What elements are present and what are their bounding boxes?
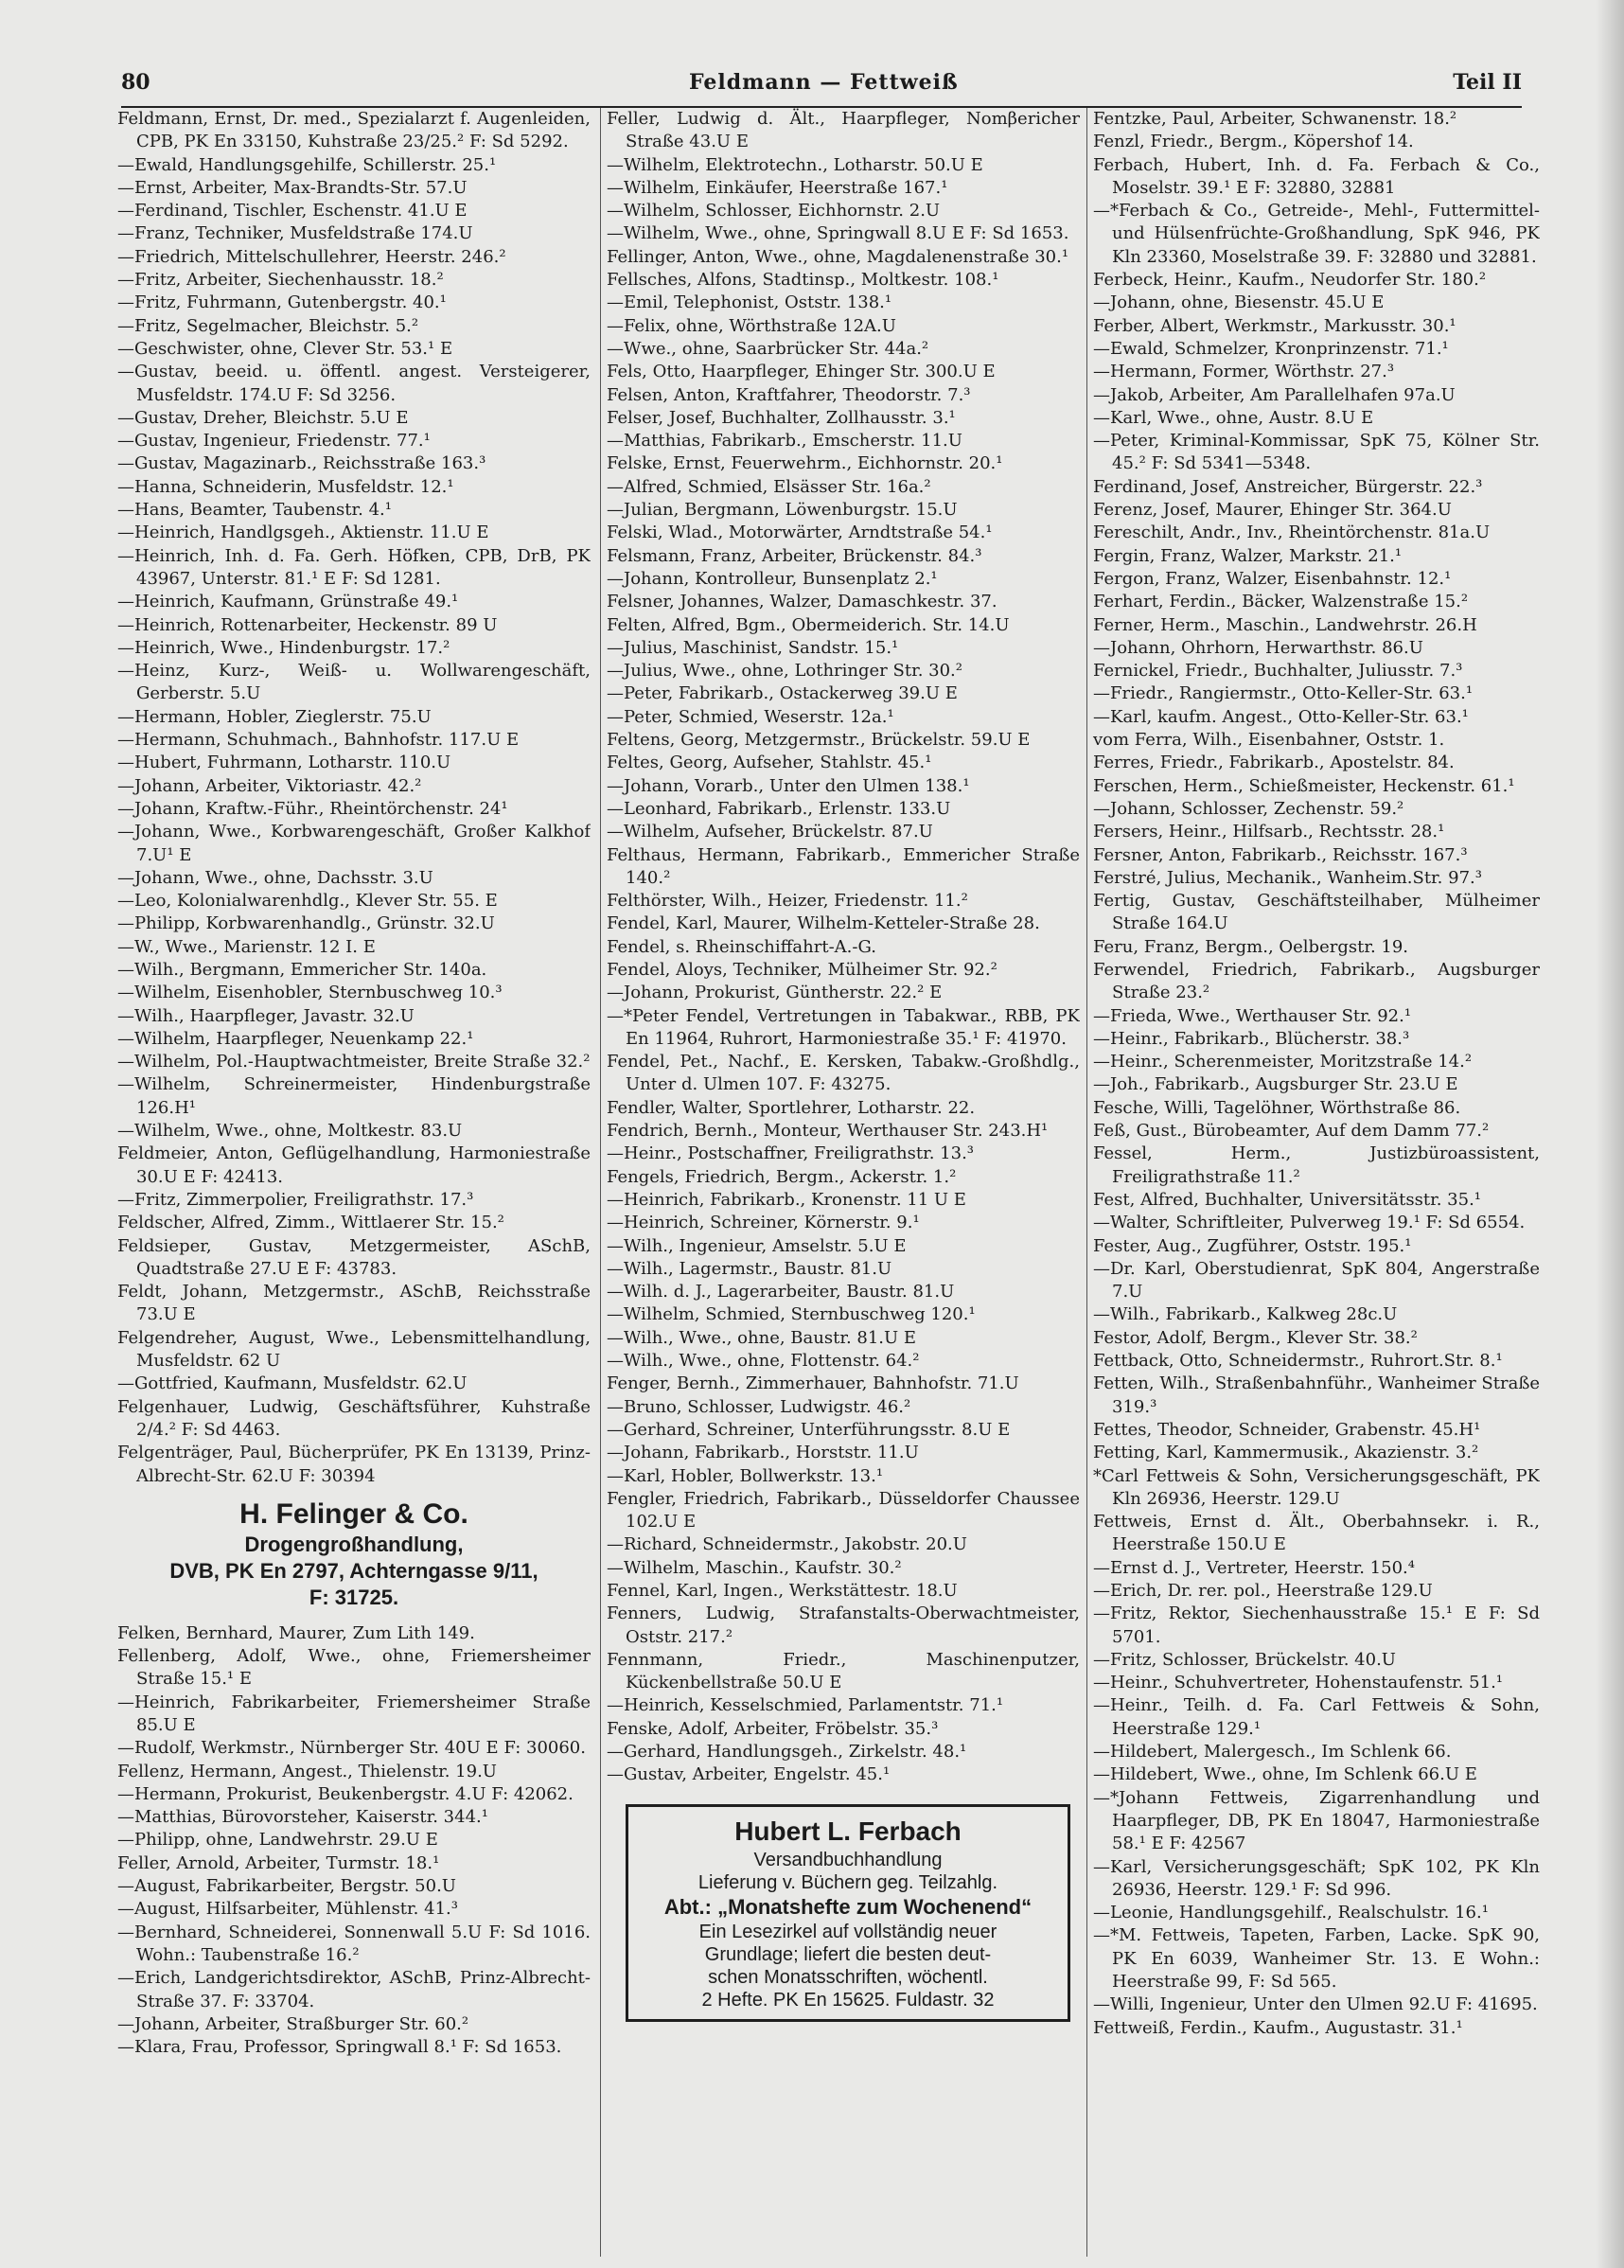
ad-line: Drogengroßhandlung, [244, 1532, 464, 1556]
ad-line: F: 31725. [309, 1585, 399, 1609]
page-number: 80 [121, 70, 150, 95]
directory-entry: —Friedrich, Mittelschullehrer, Heerstr. 246.² [117, 246, 506, 267]
directory-entry: —Heinrich, Wwe., Hindenburgstr. 17.² [117, 637, 450, 658]
directory-entry: —Hubert, Fuhrmann, Lotharstr. 110.U [117, 753, 451, 773]
directory-entry: Felsen, Anton, Kraftfahrer, Theodorstr. 7.³ [607, 384, 971, 405]
directory-entry: Feru, Franz, Bergm., Oelbergstr. 19. [1093, 936, 1409, 957]
directory-entry: Fersers, Heinr., Hilfsarb., Rechtsstr. 28.¹ [1093, 822, 1445, 842]
directory-entry: —Johann, Ohrhorn, Herwarthstr. 86.U [1093, 637, 1423, 658]
directory-entry: —W., Wwe., Marienstr. 12 I. E [117, 936, 376, 957]
directory-entry: —Johann, Vorarb., Unter den Ulmen 138.¹ [607, 775, 970, 796]
directory-entry: —Wilh., Haarpfleger, Javastr. 32.U [117, 1005, 415, 1026]
directory-entry: —Hans, Beamter, Taubenstr. 4.¹ [117, 500, 392, 521]
directory-entry: —Heinrich, Schreiner, Körnerstr. 9.¹ [607, 1213, 920, 1233]
ad-line: Lieferung v. Büchern geg. Teilzahlg. [697, 1871, 998, 1893]
directory-entry: —August, Fabrikarbeiter, Bergstr. 50.U [117, 1876, 456, 1897]
directory-entry: Ferdinand, Josef, Anstreicher, Bürgerstr. 22.³ [1093, 476, 1483, 497]
directory-entry: —Wilhelm, Wwe., ohne, Moltkestr. 83.U [117, 1121, 463, 1142]
directory-entry: —Heinz, Kurz-, Weiß- u. Wollwarengeschäft, Gerberstr. 5.U [117, 661, 591, 704]
directory-entry: —Wilhelm, Maschin., Kaufstr. 30.² [607, 1557, 902, 1578]
directory-entry: —*Peter Fendel, Vertretungen in Tabakwar., RBB, PK En 11964, Ruhrort, Harmoniestraße 35.¹ F: 41970. [607, 1005, 1080, 1049]
column-2 [600, 108, 1080, 2257]
ad-line: schen Monatsschriften, wöchentl. [708, 1966, 988, 1988]
directory-entry: —Heinr., Fabrikarb., Blücherstr. 38.³ [1093, 1028, 1410, 1049]
directory-entry: Ferenz, Josef, Maurer, Ehinger Str. 364.U [1093, 500, 1452, 521]
directory-entry: Feldmeier, Anton, Geflügelhandlung, Harmoniestraße 30.U E F: 42413. [117, 1143, 591, 1187]
directory-entry: Fetten, Wilh., Straßenbahnführ., Wanheimer Straße 319.³ [1093, 1373, 1540, 1417]
directory-entry: Ferhart, Ferdin., Bäcker, Walzenstraße 15.² [1093, 592, 1469, 612]
directory-entry: Fettweiß, Ferdin., Kaufm., Augustastr. 31.¹ [1093, 2017, 1463, 2038]
directory-entry: Fendrich, Bernh., Monteur, Werthauser Str. 243.H¹ [607, 1121, 1049, 1142]
directory-entry: —August, Hilfsarbeiter, Mühlenstr. 41.³ [117, 1899, 458, 1920]
directory-entry: Fenners, Ludwig, Strafanstalts-Oberwachtmeister, Oststr. 217.² [607, 1604, 1080, 1647]
directory-entry: —Jakob, Arbeiter, Am Parallelhafen 97a.U [1093, 384, 1456, 405]
directory-entry: Fendler, Walter, Sportlehrer, Lotharstr. 22. [607, 1097, 976, 1118]
directory-entry: Ferres, Friedr., Fabrikarb., Apostelstr. 84. [1093, 753, 1455, 773]
directory-entry: —Peter, Fabrikarb., Ostackerweg 39.U E [607, 683, 958, 704]
ad-line: 2 Hefte. PK En 15625. Fuldastr. 32 [701, 1989, 995, 2011]
directory-entry: —Wilhelm, Pol.-Hauptwachtmeister, Breite Straße 32.² [117, 1052, 591, 1072]
directory-entry: Fest, Alfred, Buchhalter, Universitätsstr. 35.¹ [1093, 1189, 1482, 1210]
directory-entry: —Fritz, Fuhrmann, Gutenbergstr. 40.¹ [117, 292, 447, 313]
directory-entry: —Johann, Arbeiter, Viktoriastr. 42.² [117, 775, 422, 796]
directory-entry: —Leo, Kolonialwarenhdlg., Klever Str. 55. E [117, 891, 498, 912]
directory-entry: —Heinr., Postschaffner, Freiligrathstr. 13.³ [607, 1143, 975, 1164]
directory-entry: Feß, Gust., Bürobeamter, Auf dem Damm 77.² [1093, 1121, 1490, 1142]
directory-entry: Feldsieper, Gustav, Metzgermeister, ASchB, Quadtstraße 27.U E F: 43783. [117, 1235, 591, 1279]
directory-entry: —Johann, Kraftw.-Führ., Rheintörchenstr. 24¹ [117, 798, 508, 819]
directory-entry: —Ewald, Schmelzer, Kronprinzenstr. 71.¹ [1093, 338, 1449, 359]
directory-entry: —Johann, Fabrikarb., Horststr. 11.U [607, 1443, 919, 1463]
directory-entry: Felski, Wlad., Motorwärter, Arndtstraße 54.¹ [607, 523, 993, 543]
directory-entry: —Leonhard, Fabrikarb., Erlenstr. 133.U [607, 798, 951, 819]
directory-entry: Fettes, Theodor, Schneider, Grabenstr. 45.H¹ [1093, 1419, 1481, 1440]
directory-entry: —Heinrich, Handlgsgeh., Aktienstr. 11.U E [117, 523, 489, 543]
directory-entry: —Wilhelm, Schmied, Sternbuschweg 120.¹ [607, 1304, 976, 1325]
directory-entry: —Johann, Kontrolleur, Bunsenplatz 2.¹ [607, 568, 938, 589]
directory-entry: —Gerhard, Schreiner, Unterführungsstr. 8.U E [607, 1419, 1011, 1440]
directory-entry: —Heinrich, Kesselschmied, Parlamentstr. 71.¹ [607, 1695, 1004, 1716]
directory-entry: Feldmann, Ernst, Dr. med., Spezialarzt f. Augenleiden, CPB, PK En 33150, Kuhstraße 23/25.² F: Sd 5292. [117, 109, 591, 152]
directory-entry: Fellenberg, Adolf, Wwe., ohne, Friemersheimer Straße 15.¹ E [117, 1646, 591, 1690]
ad-line: Grundlage; liefert die besten deut- [704, 1943, 992, 1965]
directory-entry: —Heinrich, Rottenarbeiter, Heckenstr. 89 U [117, 614, 498, 635]
directory-entry: —Erich, Landgerichtsdirektor, ASchB, Prinz-Albrecht-Straße 37. F: 33704. [117, 1968, 591, 2011]
directory-entry: Fergon, Franz, Walzer, Eisenbahnstr. 12.¹ [1093, 568, 1452, 589]
directory-entry: —Wilh., Fabrikarb., Kalkweg 28c.U [1093, 1304, 1398, 1325]
directory-entry: —Ernst, Arbeiter, Max-Brandts-Str. 57.U [117, 177, 468, 198]
directory-entry: Fenzl, Friedr., Bergm., Köpershof 14. [1093, 132, 1414, 152]
directory-entry: —Ferdinand, Tischler, Eschenstr. 41.U E [117, 201, 468, 221]
directory-entry: —Gustav, Arbeiter, Engelstr. 45.¹ [607, 1764, 891, 1785]
column-1-entries [117, 108, 591, 1488]
directory-entry: Fellenz, Hermann, Angest., Thielenstr. 19.U [117, 1761, 497, 1781]
directory-entry: —Wilh., Wwe., ohne, Flottenstr. 64.² [607, 1351, 920, 1372]
directory-entry: —Ernst d. J., Vertreter, Heerstr. 150.⁴ [1093, 1557, 1415, 1578]
directory-entry: —Wilhelm, Eisenhobler, Sternbuschweg 10.³ [117, 983, 503, 1003]
directory-entry: Fels, Otto, Haarpfleger, Ehinger Str. 300.U E [607, 362, 996, 382]
directory-entry: —Wilhelm, Aufseher, Brückelstr. 87.U [607, 822, 933, 842]
directory-entry: —Klara, Frau, Professor, Springwall 8.¹ F: Sd 1653. [117, 2037, 562, 2058]
directory-entry: —Heinr., Teilh. d. Fa. Carl Fettweis & Sohn, Heerstraße 129.¹ [1093, 1695, 1540, 1739]
directory-entry: —Fritz, Arbeiter, Siechenhausstr. 18.² [117, 270, 444, 291]
ad-line: Abt.: „Monatshefte zum Wochenend“ [663, 1894, 1033, 1919]
directory-entry: Fertig, Gustav, Geschäftsteilhaber, Mülheimer Straße 164.U [1093, 891, 1540, 934]
directory-entry: Ferschen, Herm., Schießmeister, Heckenstr. 61.¹ [1093, 775, 1515, 796]
directory-entry: —Hermann, Hobler, Zieglerstr. 75.U [117, 706, 432, 727]
directory-entry: —Wilhelm, Haarpfleger, Neuenkamp 22.¹ [117, 1028, 474, 1049]
directory-entry: Fennel, Karl, Ingen., Werkstättestr. 18.U [607, 1581, 958, 1601]
directory-entry: —Heinrich, Fabrikarbeiter, Friemersheimer Straße 85.U E [117, 1692, 591, 1735]
directory-entry: Fessel, Herm., Justizbüroassistent, Freiligrathstraße 11.² [1093, 1143, 1540, 1187]
directory-entry: —Johann, Schlosser, Zechenstr. 59.² [1093, 798, 1404, 819]
directory-entry: —Hermann, Prokurist, Beukenbergstr. 4.U F: 42062. [117, 1783, 574, 1804]
directory-entry: —Heinrich, Inh. d. Fa. Gerh. Höfken, CPB, DrB, PK 43967, Unterstr. 81.¹ E F: Sd 1281. [117, 545, 591, 589]
directory-entry: Festor, Adolf, Bergm., Klever Str. 38.² [1093, 1327, 1418, 1348]
directory-entry: Fendel, Karl, Maurer, Wilhelm-Ketteler-Straße 28. [607, 913, 1040, 934]
directory-entry: Fendel, s. Rheinschiffahrt-A.-G. [607, 936, 876, 957]
directory-entry: —Fritz, Segelmacher, Bleichstr. 5.² [117, 315, 419, 336]
directory-entry: —Philipp, Korbwarenhandlg., Grünstr. 32.U [117, 913, 495, 934]
directory-entry: —Wilhelm, Schreinermeister, Hindenburgstraße 126.H¹ [117, 1074, 591, 1118]
directory-entry: —Peter, Schmied, Weserstr. 12a.¹ [607, 706, 894, 727]
directory-entry: —Gustav, Dreher, Bleichstr. 5.U E [117, 407, 409, 428]
directory-entry: —Philipp, ohne, Landwehrstr. 29.U E [117, 1830, 438, 1851]
ad-line: DVB, PK En 2797, Achterngasse 9/11, [169, 1558, 538, 1583]
directory-entry: —Hermann, Schuhmach., Bahnhofstr. 117.U E [117, 730, 520, 751]
directory-entry: —Wilhelm, Wwe., ohne, Springwall 8.U E F: Sd 1653. [607, 223, 1069, 244]
column-3 [1086, 108, 1540, 2257]
directory-entry: —Matthias, Bürovorsteher, Kaiserstr. 344.¹ [117, 1807, 488, 1828]
directory-entry: Fengler, Friedrich, Fabrikarb., Düsseldorfer Chaussee 102.U E [607, 1488, 1080, 1533]
page-header [121, 62, 1522, 108]
directory-entry: —Wilh., Bergmann, Emmericher Str. 140a. [117, 959, 487, 980]
directory-entry: —Wilhelm, Schlosser, Eichhornstr. 2.U [607, 201, 941, 221]
directory-entry: Fergin, Franz, Walzer, Markstr. 21.¹ [1093, 545, 1403, 566]
directory-entry: vom Ferra, Wilh., Eisenbahner, Oststr. 1. [1093, 730, 1445, 751]
ad-company-name: H. Felinger & Co. [239, 1497, 468, 1530]
directory-entry: Fester, Aug., Zugführer, Oststr. 195.¹ [1093, 1235, 1412, 1256]
directory-entry: Fentzke, Paul, Arbeiter, Schwanenstr. 18.² [1093, 109, 1457, 129]
directory-entry: Feltens, Georg, Metzgermstr., Brückelstr. 59.U E [607, 730, 1031, 751]
directory-entry: —Julian, Bergmann, Löwenburgstr. 15.U [607, 500, 958, 521]
directory-entry: —*Ferbach & Co., Getreide-, Mehl-, Futtermittel- und Hülsenfrüchte-Großhandlung, SpK 946, PK Kln 23360, Moselstraße 39. F: 32880 und 32881. [1093, 201, 1540, 267]
directory-entry: Fenger, Bernh., Zimmerhauer, Bahnhofstr. 71.U [607, 1373, 1019, 1394]
directory-entry: —Karl, Versicherungsgeschäft; SpK 102, PK Kln 26936, Heerstr. 129.¹ F: Sd 996. [1093, 1856, 1540, 1900]
directory-entry: —Heinr., Scherenmeister, Moritzstraße 14.² [1093, 1052, 1473, 1072]
directory-entry: —Felix, ohne, Wörthstraße 12A.U [607, 315, 896, 336]
directory-entry: —Johann, Prokurist, Güntherstr. 22.² E [607, 983, 943, 1003]
directory-entry: —Karl, Hobler, Bollwerkstr. 13.¹ [607, 1465, 884, 1486]
directory-entry: —Gustav, Magazinarb., Reichsstraße 163.³ [117, 453, 486, 474]
directory-entry: —*Johann Fettweis, Zigarrenhandlung und Haarpfleger, DB, PK En 18047, Harmoniestraße 58.¹ E F: 42567 [1093, 1787, 1540, 1854]
directory-entry: Felgendreher, August, Wwe., Lebensmittelhandlung, Musfeldstr. 62 U [117, 1327, 591, 1372]
directory-entry: —Wilhelm, Elektrotechn., Lotharstr. 50.U E [607, 154, 983, 175]
directory-entry: —Ewald, Handlungsgehilfe, Schillerstr. 25.¹ [117, 154, 497, 175]
directory-entry: Felsner, Johannes, Walzer, Damaschkestr. 37. [607, 592, 997, 612]
directory-entry: —Gustav, beeid. u. öffentl. angest. Versteigerer, Musfeldstr. 174.U F: Sd 3256. [117, 362, 591, 405]
directory-entry: Ferstré, Julius, Mechanik., Wanheim.Str. 97.³ [1093, 867, 1482, 888]
directory-entry: Fersner, Anton, Fabrikarb., Reichsstr. 167.³ [1093, 844, 1468, 865]
directory-entry: —Rudolf, Werkmstr., Nürnberger Str. 40U E F: 30060. [117, 1738, 586, 1759]
directory-entry: Fennmann, Friedr., Maschinenputzer, Kückenbellstraße 50.U E [607, 1649, 1080, 1693]
directory-entry: —Emil, Telephonist, Oststr. 138.¹ [607, 292, 892, 313]
directory-entry: Felthörster, Wilh., Heizer, Friedenstr. 11.² [607, 891, 968, 912]
column-3-entries [1093, 108, 1540, 2040]
directory-entry: Felken, Bernhard, Maurer, Zum Lith 149. [117, 1622, 475, 1643]
directory-entry: —Walter, Schriftleiter, Pulverweg 19.¹ F: Sd 6554. [1093, 1213, 1526, 1233]
directory-entry: Felthaus, Hermann, Fabrikarb., Emmericher Straße 140.² [607, 844, 1080, 888]
directory-entry: —Franz, Techniker, Musfeldstraße 174.U [117, 223, 473, 244]
directory-entry: —Joh., Fabrikarb., Augsburger Str. 23.U E [1093, 1074, 1458, 1095]
directory-entry: —Frieda, Wwe., Werthauser Str. 92.¹ [1093, 1005, 1412, 1026]
directory-entry: *Carl Fettweis & Sohn, Versicherungsgeschäft, PK Kln 26936, Heerstr. 129.U [1093, 1465, 1540, 1509]
directory-entry: Feller, Ludwig d. Ält., Haarpfleger, Nomβericher Straße 43.U E [607, 109, 1080, 152]
directory-entry: —Bernhard, Schneiderei, Sonnenwall 5.U F: Sd 1016. Wohn.: Taubenstraße 16.² [117, 1922, 591, 1965]
advertisement-felinger [117, 1497, 591, 1611]
directory-entry: Felten, Alfred, Bgm., Obermeiderich. Str. 14.U [607, 614, 1010, 635]
directory-entry: Feldt, Johann, Metzgermstr., ASchB, Reichsstraße 73.U E [117, 1282, 591, 1325]
column-1 [117, 108, 591, 2257]
directory-entry: Felsmann, Franz, Arbeiter, Brückenstr. 84.³ [607, 545, 982, 566]
directory-entry: —Fritz, Rektor, Siechenhausstraße 15.¹ E F: Sd 5701. [1093, 1604, 1540, 1647]
directory-entry: —Willi, Ingenieur, Unter den Ulmen 92.U F: 41695. [1093, 1994, 1538, 2015]
directory-entry: —Karl, Wwe., ohne, Austr. 8.U E [1093, 407, 1374, 428]
directory-entry: —Julius, Maschinist, Sandstr. 15.¹ [607, 637, 899, 658]
directory-entry: —Richard, Schneidermstr., Jakobstr. 20.U [607, 1534, 967, 1555]
directory-entry: —Heinrich, Fabrikarb., Kronenstr. 11 U E [607, 1189, 966, 1210]
directory-entry: Fellinger, Anton, Wwe., ohne, Magdalenenstraße 30.¹ [607, 246, 1069, 267]
directory-entry: —Geschwister, ohne, Clever Str. 53.¹ E [117, 338, 453, 359]
section-label: Teil II [1453, 70, 1522, 95]
directory-entry: —Dr. Karl, Oberstudienrat, SpK 804, Angerstraße 7.U [1093, 1258, 1540, 1302]
ad-line: Ein Lesezirkel auf vollständig neuer [698, 1921, 997, 1942]
directory-entry: —Wilhelm, Einkäufer, Heerstraße 167.¹ [607, 177, 948, 198]
directory-entry: Ferber, Albert, Werkmstr., Markusstr. 30.¹ [1093, 315, 1456, 336]
directory-entry: Fettback, Otto, Schneidermstr., Ruhrort.Str. 8.¹ [1093, 1351, 1503, 1372]
directory-entry: —Peter, Kriminal-Kommissar, SpK 75, Kölner Str. 45.² F: Sd 5341—5348. [1093, 431, 1540, 474]
directory-entry: —Heinrich, Kaufmann, Grünstraße 49.¹ [117, 592, 459, 612]
directory-entry: Feller, Arnold, Arbeiter, Turmstr. 18.¹ [117, 1852, 440, 1873]
directory-entry: —Johann, ohne, Biesenstr. 45.U E [1093, 292, 1385, 313]
directory-entry: —Wilh., Lagermstr., Baustr. 81.U [607, 1258, 892, 1279]
directory-entry: —Alfred, Schmied, Elsässer Str. 16a.² [607, 476, 931, 497]
directory-entry: Felgenträger, Paul, Bücherprüfer, PK En 13139, Prinz-Albrecht-Str. 62.U F: 30394 [117, 1443, 591, 1486]
directory-entry: Ferner, Herm., Maschin., Landwehrstr. 26.H [1093, 614, 1477, 635]
directory-entry: —Johann, Wwe., Korbwarengeschäft, Großer Kalkhof 7.U¹ E [117, 822, 591, 865]
directory-entry: Felgenhauer, Ludwig, Geschäftsführer, Kuhstraße 2/4.² F: Sd 4463. [117, 1396, 591, 1440]
directory-entry: Feltes, Georg, Aufseher, Stahlstr. 45.¹ [607, 753, 932, 773]
directory-entry: Ferwendel, Friedrich, Fabrikarb., Augsburger Straße 23.² [1093, 959, 1540, 1003]
column-1-entries-continued [117, 1622, 591, 2060]
directory-entry: Fendel, Pet., Nachf., E. Kersken, Tabakw.-Großhdlg., Unter d. Ulmen 107. F: 43275. [607, 1052, 1080, 1095]
directory-entry: —Julius, Wwe., ohne, Lothringer Str. 30.² [607, 661, 962, 682]
directory-entry: —Wilh., Wwe., ohne, Baustr. 81.U E [607, 1327, 917, 1348]
directory-entry: —Erich, Dr. rer. pol., Heerstraße 129.U [1093, 1581, 1433, 1601]
directory-entry: Feldscher, Alfred, Zimm., Wittlaerer Str. 15.² [117, 1213, 504, 1233]
directory-entry: Fereschilt, Andr., Inv., Rheintörchenstr. 81a.U [1093, 523, 1491, 543]
column-2-entries [607, 108, 1080, 1787]
running-title: Feldmann — Fettweiß [689, 70, 959, 95]
directory-entry: —Hermann, Former, Wörthstr. 27.³ [1093, 362, 1395, 382]
directory-entry: —Hildebert, Wwe., ohne, Im Schlenk 66.U E [1093, 1764, 1477, 1785]
directory-entry: —Gerhard, Handlungsgeh., Zirkelstr. 48.¹ [607, 1742, 967, 1763]
directory-entry: —Bruno, Schlosser, Ludwigstr. 46.² [607, 1396, 911, 1417]
directory-entry: Ferbeck, Heinr., Kaufm., Neudorfer Str. 180.² [1093, 270, 1487, 291]
directory-entry: —Hanna, Schneiderin, Musfeldstr. 12.¹ [117, 476, 454, 497]
directory-entry: —Gottfried, Kaufmann, Musfeldstr. 62.U [117, 1373, 468, 1394]
directory-entry: —*M. Fettweis, Tapeten, Farben, Lacke. SpK 90, PK En 6039, Wanheimer Str. 13. E Wohn.: Heerstraße 99, F: Sd 565. [1093, 1925, 1540, 1993]
directory-entry: —Friedr., Rangiermstr., Otto-Keller-Str. 63.¹ [1093, 683, 1474, 704]
ad-line: Versandbuchhandlung [753, 1849, 943, 1870]
directory-entry: —Fritz, Schlosser, Brückelstr. 40.U [1093, 1649, 1396, 1670]
directory-entry: —Karl, kaufm. Angest., Otto-Keller-Str. 63.¹ [1093, 706, 1469, 727]
directory-entry: Felske, Ernst, Feuerwehrm., Eichhornstr. 20.¹ [607, 453, 1003, 474]
directory-entry: Fernickel, Friedr., Buchhalter, Juliusstr. 7.³ [1093, 661, 1463, 682]
directory-entry: —Heinr., Schuhvertreter, Hohenstaufenstr. 51.¹ [1093, 1673, 1504, 1693]
directory-entry: —Wilh., Ingenieur, Amselstr. 5.U E [607, 1235, 907, 1256]
directory-entry: —Fritz, Zimmerpolier, Freiligrathstr. 17.³ [117, 1189, 474, 1210]
directory-entry: —Wilh. d. J., Lagerarbeiter, Baustr. 81.U [607, 1282, 955, 1302]
advertisement-ferbach [626, 1804, 1070, 2022]
directory-entry: Fettweis, Ernst d. Ält., Oberbahnsekr. i. R., Heerstraße 150.U E [1093, 1512, 1540, 1555]
directory-entry: —Matthias, Fabrikarb., Emscherstr. 11.U [607, 431, 962, 452]
directory-entry: Fengels, Friedrich, Bergm., Ackerstr. 1.² [607, 1166, 957, 1187]
directory-entry: —Johann, Wwe., ohne, Dachsstr. 3.U [117, 867, 433, 888]
directory-entry: Fetting, Karl, Kammermusik., Akazienstr. 3.² [1093, 1443, 1479, 1463]
directory-entry: —Wwe., ohne, Saarbrücker Str. 44a.² [607, 338, 929, 359]
directory-entry: Fellsches, Alfons, Stadtinsp., Moltkestr. 108.¹ [607, 270, 999, 291]
directory-entry: —Leonie, Handlungsgehilf., Realschulstr. 16.¹ [1093, 1903, 1489, 1923]
directory-entry: —Hildebert, Malergesch., Im Schlenk 66. [1093, 1742, 1452, 1763]
directory-entry: Fenske, Adolf, Arbeiter, Fröbelstr. 35.³ [607, 1718, 939, 1739]
directory-entry: —Johann, Arbeiter, Straßburger Str. 60.² [117, 2013, 469, 2034]
directory-entry: Fesche, Willi, Tagelöhner, Wörthstraße 86. [1093, 1097, 1461, 1118]
directory-entry: —Gustav, Ingenieur, Friedenstr. 77.¹ [117, 431, 431, 452]
directory-entry: Ferbach, Hubert, Inh. d. Fa. Ferbach & Co., Moselstr. 39.¹ E F: 32880, 32881 [1093, 154, 1540, 198]
directory-entry: Felser, Josef, Buchhalter, Zollhausstr. 3.¹ [607, 407, 956, 428]
ad-company-name: Hubert L. Ferbach [734, 1816, 962, 1846]
directory-entry: Fendel, Aloys, Techniker, Mülheimer Str. 92.² [607, 959, 997, 980]
